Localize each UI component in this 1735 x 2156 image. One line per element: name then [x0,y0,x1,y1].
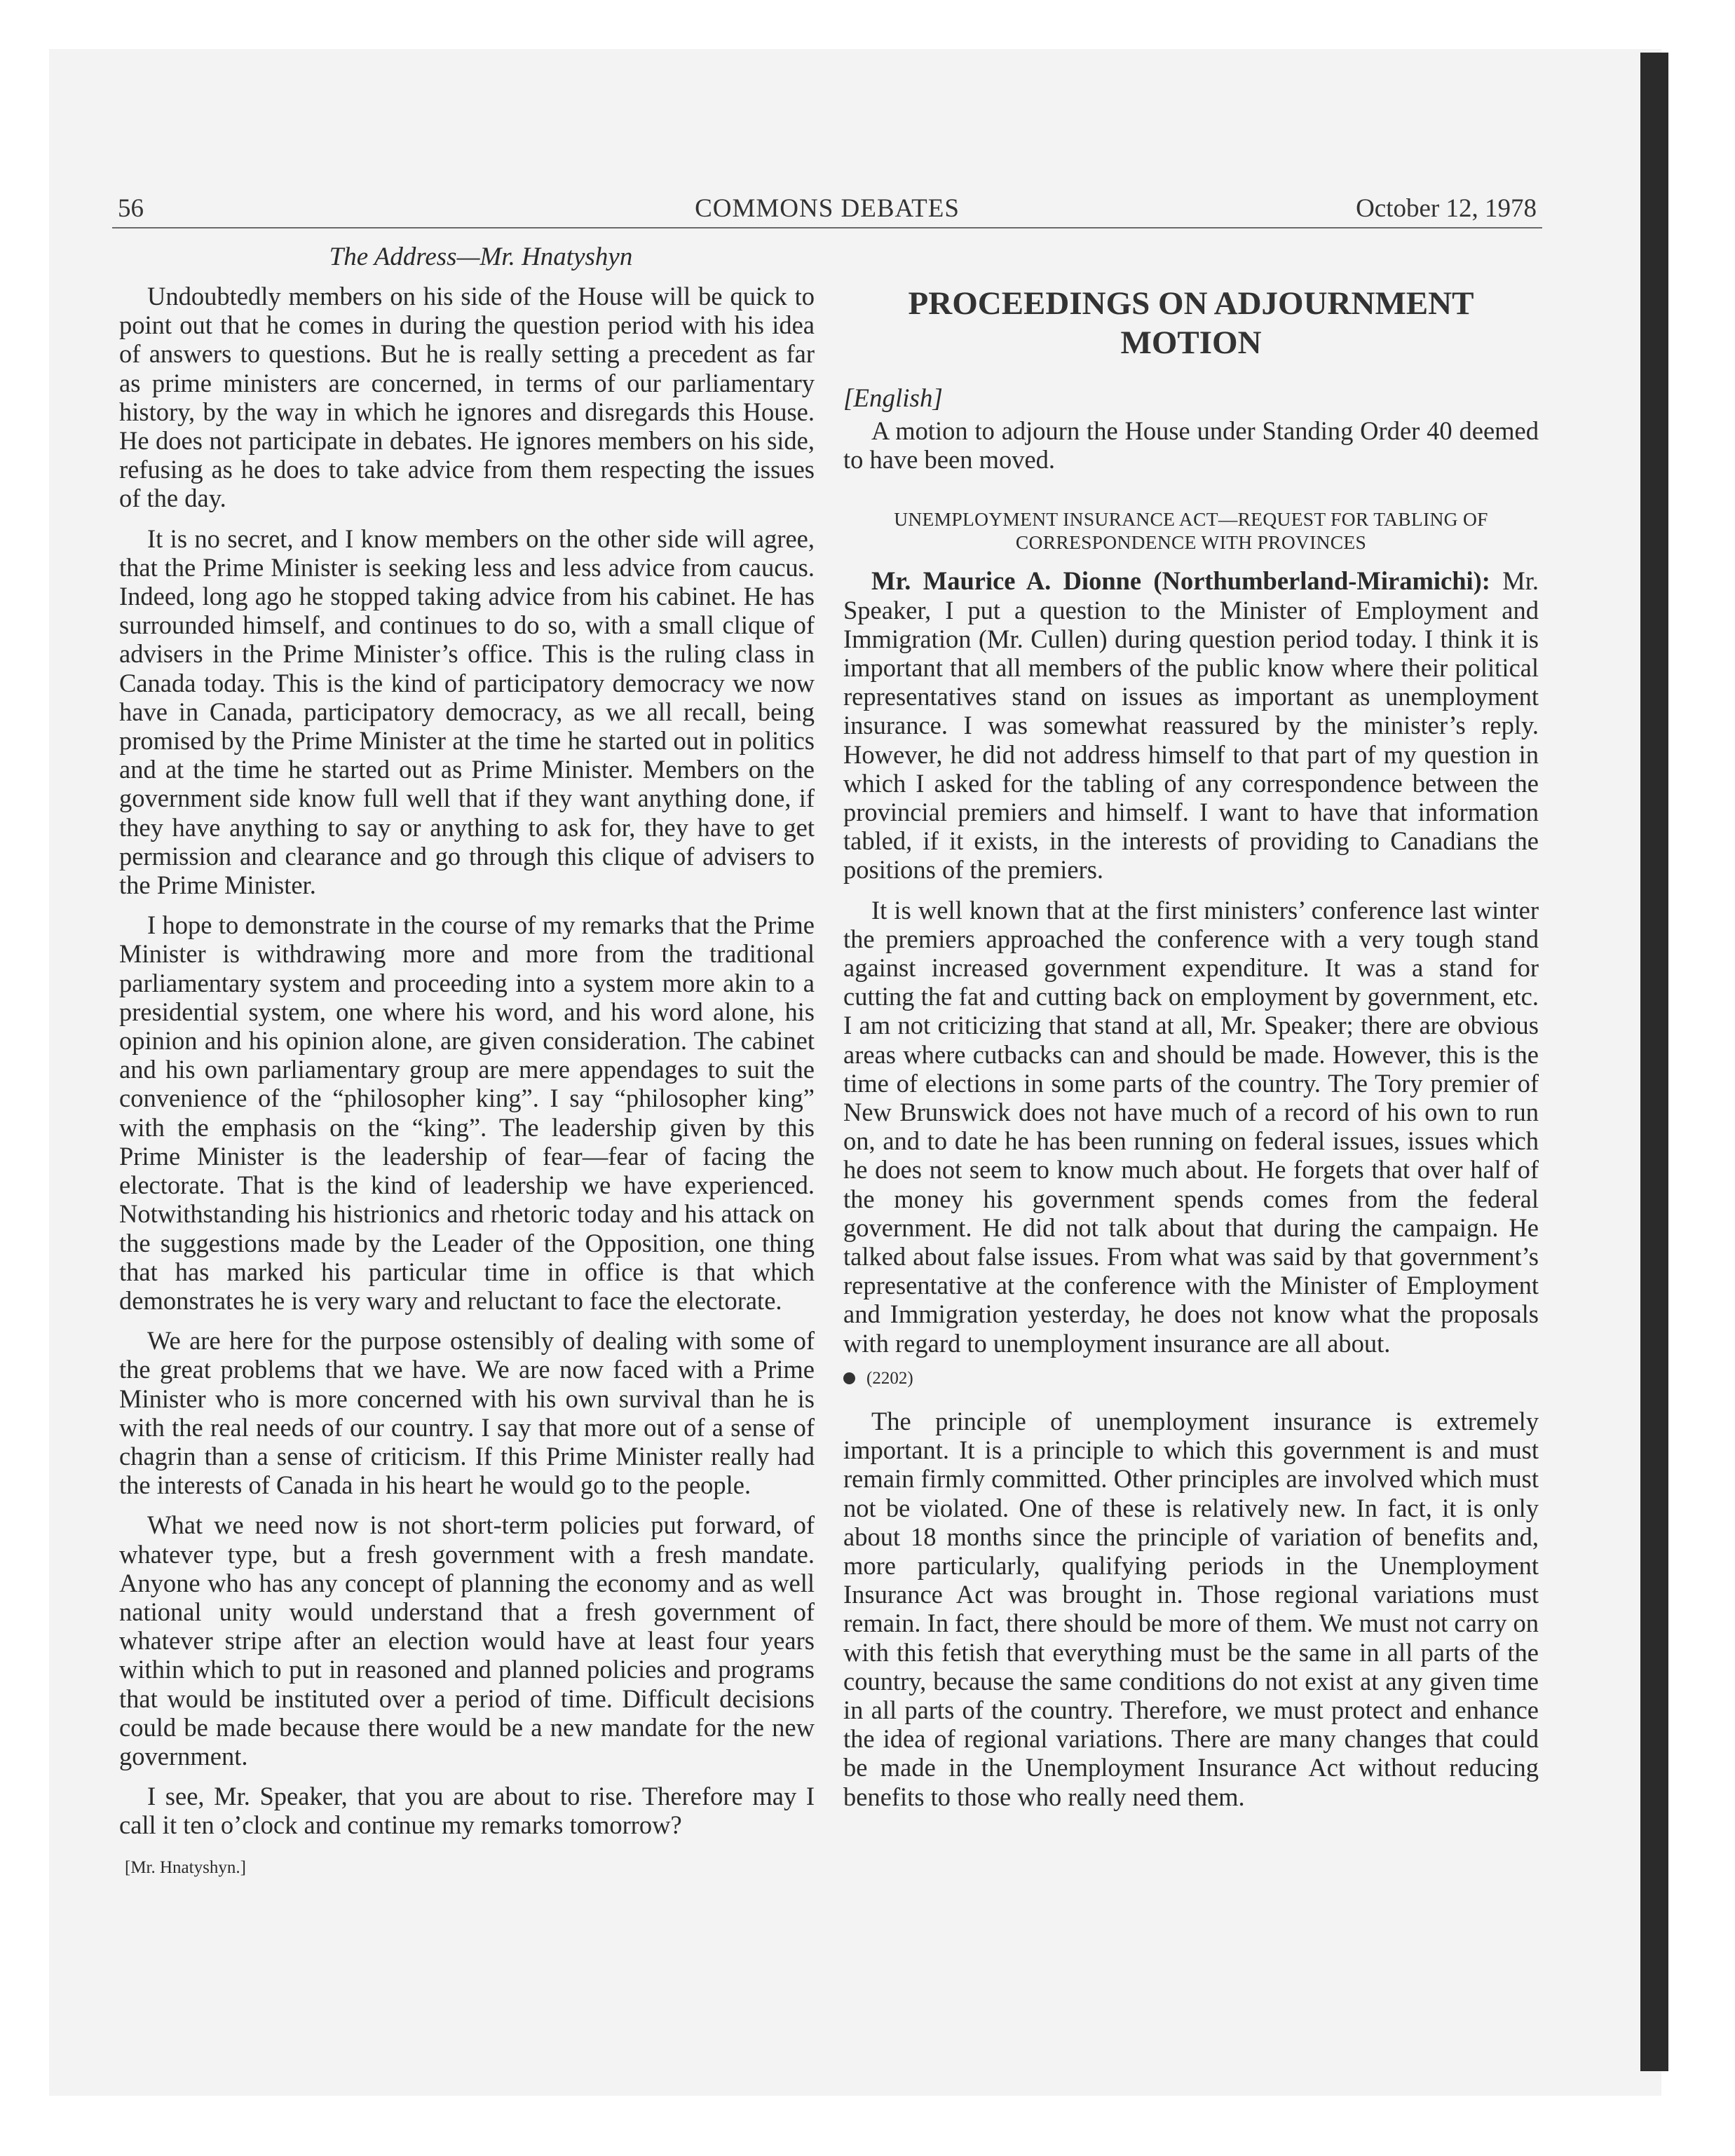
page-number: 56 [118,194,144,223]
paragraph: It is no secret, and I know members on the other side will agree, that the Prime Minister is seeking less and less advice from caucus. Indeed, long ago he stopped taking advice from his cabinet. He has surrounded himself, and continues to do so, with a small clique of advisers in the Prime Minister’s office. This is the ruling class in Canada today. This is the kind of participatory democracy we now have in Canada, participatory democracy, as we all recall, being promised by the Prime Minister at the time he started out in politics and at the time he started out as Prime Minister. Members on the government side know full well that if they want anything done, if they have anything to say or anything to ask for, they have to get permission and clearance and go through this clique of advisers to the Prime Minister. [119,524,815,900]
motion-intro: A motion to adjourn the House under Standing Order 40 deemed to have been moved. [843,416,1539,475]
right-column [843,242,1539,1822]
paragraph: I hope to demonstrate in the course of my remarks that the Prime Minister is withdrawing more and more from the traditional parliamentary system and proceeding into a system more akin to a presidential system, one where his word, and his word alone, his opinion and his opinion alone, are given consideration. The cabinet and his own parliamentary group are mere appendages to suit the convenience of the “philosopher king”. I say “philosopher king” with the emphasis on the “king”. The leadership given by this Prime Minister is the leadership of fear—fear of facing the electorate. That is the kind of leadership we have experienced. Notwithstanding his histrionics and rhetoric today and his attack on the suggestions made by the Leader of the Opposition, one thing that has marked his particular time in office is that which demonstrates he is very wary and reluctant to face the electorate. [119,910,815,1315]
paragraph: I see, Mr. Speaker, that you are about to rise. Therefore may I call it ten o’clock and continue my remarks tomorrow? [119,1782,815,1840]
paragraph: The principle of unemployment insurance is extremely important. It is a principle to which this government is and must remain firmly committed. Other principles are involved which must not be violated. One of these is relatively new. In fact, it is only about 18 months since the principle of variation of benefits and, more particularly, qualifying periods in the Unemployment Insurance Act was brought in. Those regional variations must remain. In fact, there should be more of them. We must not carry on with this fetish that everything must be the same in all parts of the country, because the same conditions do not exist at any given time in all parts of the country. Therefore, we must protect and enhance the idea of regional variations. There are many changes that could be made in the Unemployment Insurance Act without reducing benefits to those who really need them. [843,1406,1539,1811]
running-head: The Address—Mr. Hnatyshyn [329,243,633,271]
section-title: PROCEEDINGS ON ADJOURNMENT MOTION [908,285,1474,361]
bullet-dot-icon [843,1372,855,1384]
paragraph: We are here for the purpose ostensibly of dealing with some of the great problems that we have. We are now faced with a Prime Minister who is more concerned with his own survival than he is with the real needs of our country. I say that more out of a sense of chagrin than a sense of criticism. If this Prime Minister really had the interests of Canada in his heart he would go to the people. [119,1326,815,1500]
time-marker-label: (2202) [866,1368,913,1388]
time-marker [843,1369,1539,1389]
sub-heading: UNEMPLOYMENT INSURANCE ACT—REQUEST FOR TABLING OF CORRESPONDENCE WITH PROVINCES [894,508,1488,554]
paragraph: Undoubtedly members on his side of the House will be quick to point out that he comes in during the question period with his idea of answers to questions. But he is really setting a precedent as far as prime ministers are concerned, in terms of our parliamentary history, by the way in which he ignores and disregards this House. He does not participate in debates. He ignores members on his side, refusing as he does to take advice from them respecting the issues of the day. [119,282,815,513]
scan-edge-shadow [1640,53,1668,2071]
publication-title: COMMONS DEBATES [695,194,960,223]
language-tag: [English] [843,384,943,413]
left-column [119,242,815,1878]
speaker-paragraph [843,566,1539,884]
speaker-name: Mr. Maurice A. Dionne (Northumberland-Miramichi): [871,566,1490,596]
paragraph: What we need now is not short-term policies put forward, of whatever type, but a fresh government with a fresh mandate. Anyone who has any concept of planning the economy and as well national unity would understand that a fresh government of whatever stripe after an election would have at least four years within which to put in reasoned and planned policies and programs that would be instituted over a period of time. Difficult decisions could be made because there would be a new mandate for the new government. [119,1510,815,1770]
paragraph-text: Mr. Speaker, I put a question to the Minister of Employment and Immigration (Mr. Cullen) during question period today. I think it is important that all members of the public know where their political representatives stand on issues as important as unemployment insurance. I was somewhat reassured by the minister’s reply. However, he did not address himself to that part of my question in which I asked for the tabling of any correspondence between the provincial premiers and himself. I want to have that information tabled, if it exists, in the interests of providing to Canadians the positions of the premiers. [843,566,1539,885]
page-date: October 12, 1978 [1356,194,1537,223]
speaker-attribution: [Mr. Hnatyshyn.] [125,1857,246,1877]
page-header [112,191,1542,228]
paragraph: It is well known that at the first ministers’ conference last winter the premiers approached the conference with a very tough stand against increased government expenditure. It was a stand for cutting the fat and cutting back on employment by government, etc. I am not criticizing that stand at all, Mr. Speaker; there are obvious areas where cutbacks can and should be made. However, this is the time of elections in some parts of the country. The Tory premier of New Brunswick does not have much of a record of his own to run on, and to date he has been running on federal issues, issues which he does not seem to know much about. He forgets that over half of the money his government spends comes from the federal government. He did not talk about that during the campaign. He talked about false issues. From what was said by that government’s representative at the conference with the Minister of Employment and Immigration yesterday, he does not know what the proposals with regard to unemployment insurance are all about. [843,895,1539,1358]
